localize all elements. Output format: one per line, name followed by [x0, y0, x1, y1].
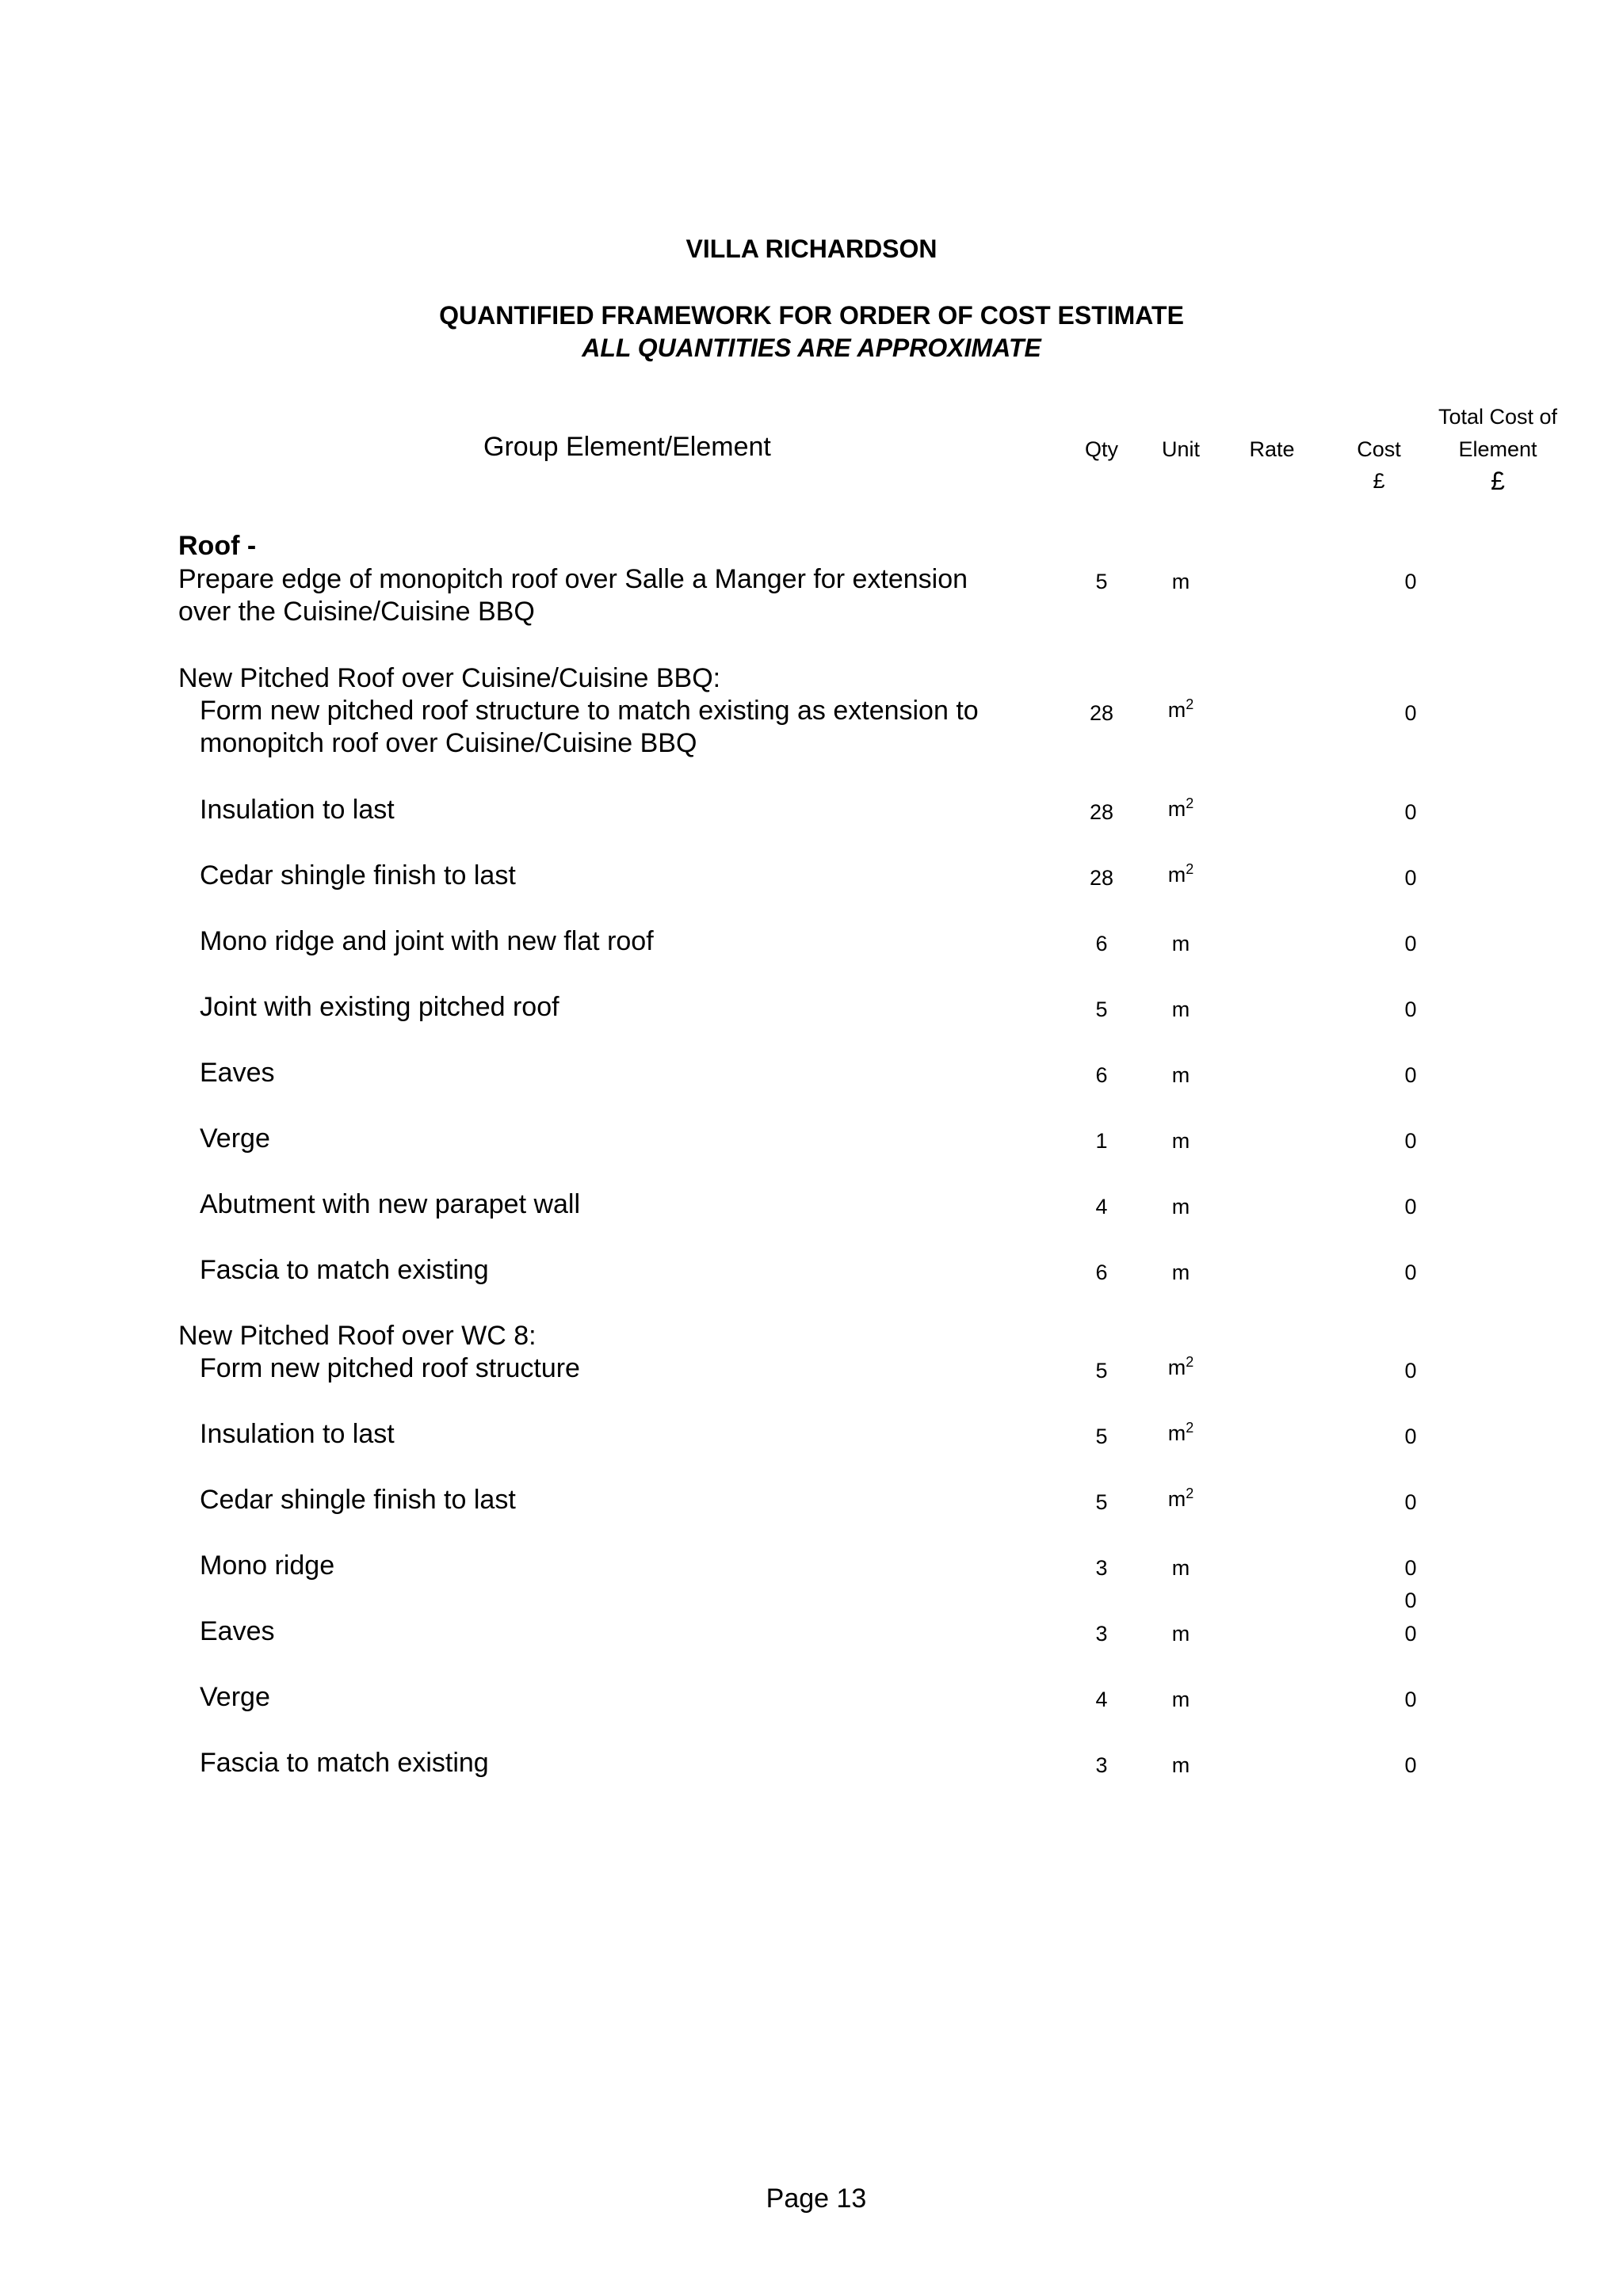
- item-cost: 0: [1404, 800, 1417, 824]
- item-unit: m: [1171, 1688, 1190, 1711]
- column-header-unit: Unit: [1161, 437, 1200, 461]
- item-description: Mono ridge and joint with new flat roof: [200, 926, 654, 956]
- item-description: Verge: [200, 1682, 270, 1712]
- item-cost: 0: [1404, 1622, 1417, 1646]
- document-subtitle: ALL QUANTITIES ARE APPROXIMATE: [582, 334, 1041, 362]
- item-cost: 0: [1404, 997, 1417, 1021]
- item-unit: $m^2$: [1167, 795, 1194, 821]
- item-unit: m: [1171, 1753, 1190, 1777]
- page-number: Page 13: [766, 2183, 867, 2214]
- item-qty: 6: [1095, 932, 1108, 955]
- item-qty: 28: [1089, 800, 1114, 824]
- item-description-cont: over the Cuisine/Cuisine BBQ: [178, 597, 535, 627]
- item-description: Insulation to last: [200, 795, 395, 825]
- item-qty: 3: [1095, 1556, 1108, 1580]
- column-header-total-currency: £: [1491, 467, 1505, 495]
- item-unit: m: [1171, 1195, 1190, 1219]
- item-unit: m: [1171, 932, 1190, 955]
- item-unit: $m^2$: [1167, 1486, 1194, 1511]
- item-qty: 4: [1095, 1195, 1108, 1219]
- item-unit: $m^2$: [1167, 696, 1194, 722]
- item-qty: 5: [1095, 570, 1108, 593]
- item-cost-extra: 0: [1404, 1589, 1417, 1612]
- item-unit: m: [1171, 570, 1190, 593]
- item-qty: 3: [1095, 1622, 1108, 1646]
- item-cost: 0: [1404, 932, 1417, 955]
- item-qty: 5: [1095, 1425, 1108, 1448]
- column-header-qty: Qty: [1084, 437, 1118, 461]
- item-cost: 0: [1404, 570, 1417, 593]
- item-cost: 0: [1404, 1688, 1417, 1711]
- item-cost: 0: [1404, 1063, 1417, 1087]
- item-qty: 6: [1095, 1261, 1108, 1284]
- item-qty: 5: [1095, 997, 1108, 1021]
- item-description: Eaves: [200, 1616, 275, 1646]
- item-cost: 0: [1404, 1556, 1417, 1580]
- item-unit: m: [1171, 1622, 1190, 1646]
- item-qty: 3: [1095, 1753, 1108, 1777]
- item-unit: m: [1171, 1556, 1190, 1580]
- item-qty: 28: [1089, 866, 1114, 890]
- item-unit: $m^2$: [1167, 1420, 1194, 1445]
- item-cost: 0: [1404, 1359, 1417, 1383]
- item-cost: 0: [1404, 1753, 1417, 1777]
- item-description: Verge: [200, 1123, 270, 1154]
- item-description: Mono ridge: [200, 1550, 335, 1581]
- item-unit: m: [1171, 997, 1190, 1021]
- item-description: Form new pitched roof structure: [200, 1353, 580, 1383]
- item-unit: m: [1171, 1261, 1190, 1284]
- item-description: Joint with existing pitched roof: [200, 992, 559, 1022]
- item-description: Cedar shingle finish to last: [200, 860, 516, 891]
- item-description: Fascia to match existing: [200, 1748, 489, 1778]
- item-description: Prepare edge of monopitch roof over Salle a Manger for extension: [178, 564, 968, 594]
- column-header-cost: Cost: [1357, 437, 1401, 461]
- item-cost: 0: [1404, 1129, 1417, 1153]
- column-header-total-line2: Element: [1458, 437, 1537, 461]
- item-unit: m: [1171, 1129, 1190, 1153]
- section-heading-roof: Roof -: [178, 531, 257, 561]
- item-unit: $m^2$: [1167, 861, 1194, 887]
- column-header-total-line1: Total Cost of: [1438, 405, 1558, 429]
- project-title: VILLA RICHARDSON: [685, 235, 938, 263]
- item-qty: 28: [1089, 701, 1114, 725]
- item-unit: m: [1171, 1063, 1190, 1087]
- group-heading-wc8: New Pitched Roof over WC 8:: [178, 1321, 537, 1351]
- item-qty: 6: [1095, 1063, 1108, 1087]
- item-cost: 0: [1404, 1490, 1417, 1514]
- item-description: Fascia to match existing: [200, 1255, 489, 1285]
- item-cost: 0: [1404, 1425, 1417, 1448]
- item-description: Abutment with new parapet wall: [200, 1189, 581, 1219]
- item-description: Form new pitched roof structure to match existing as extension to: [200, 696, 979, 726]
- document-title: QUANTIFIED FRAMEWORK FOR ORDER OF COST ESTIMATE: [439, 301, 1184, 330]
- item-qty: 5: [1095, 1359, 1108, 1383]
- column-header-cost-currency: £: [1373, 469, 1385, 493]
- group-heading-cuisine: New Pitched Roof over Cuisine/Cuisine BBQ:: [178, 663, 721, 693]
- column-header-rate: Rate: [1249, 437, 1295, 461]
- item-qty: 4: [1095, 1688, 1108, 1711]
- item-unit: $m^2$: [1167, 1354, 1194, 1379]
- item-cost: 0: [1404, 866, 1417, 890]
- item-cost: 0: [1404, 701, 1417, 725]
- item-qty: 1: [1095, 1129, 1108, 1153]
- item-qty: 5: [1095, 1490, 1108, 1514]
- item-cost: 0: [1404, 1195, 1417, 1219]
- item-description: Cedar shingle finish to last: [200, 1485, 516, 1515]
- column-header-element: Group Element/Element: [483, 432, 771, 462]
- item-description: Insulation to last: [200, 1419, 395, 1449]
- item-description: Eaves: [200, 1058, 275, 1088]
- item-description-cont: monopitch roof over Cuisine/Cuisine BBQ: [200, 728, 697, 758]
- item-cost: 0: [1404, 1261, 1417, 1284]
